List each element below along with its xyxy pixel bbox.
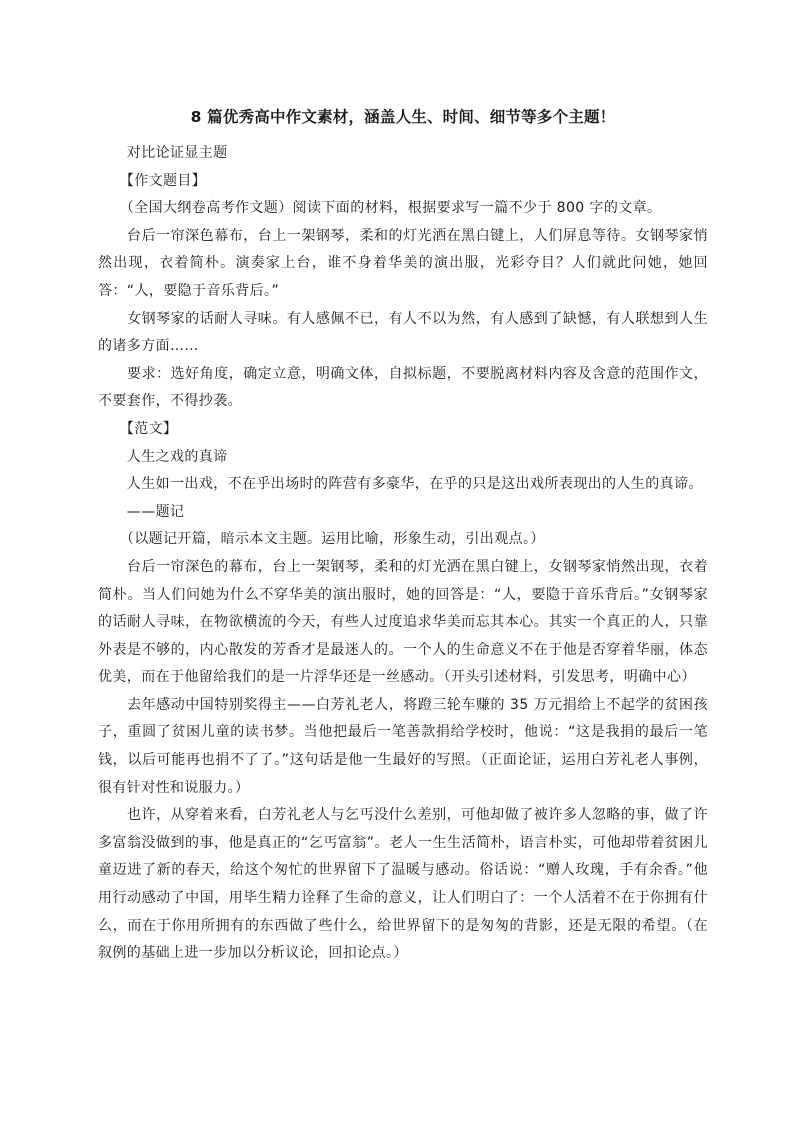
paragraph: 要求：选好角度，确定立意，明确文体，自拟标题，不要脱离材料内容及含意的范围作文，不要套作，不得抄袭。 [98, 365, 708, 410]
section-heading: 对比论证显主题 [98, 145, 228, 161]
paragraph: 也许，从穿着来看，白芳礼老人与乞丐没什么差别，可他却做了被许多人忽略的事，做了许多富翁没做到的事，他是真正的“乞丐富翁”。老人一生生活简朴，语言朴实，可他却带着贫困儿童迈进了新的春天，给这个匆忙的世界留下了温暖与感动。俗话说：“赠人玫瑰，手有余香。”他用行动感动了中国，用毕生精力诠释了生命的意义，让人们明白了：一个人活着不在于你拥有什么，而在于你用所拥有的东西做了些什么，给世界留下的是匆匆的背影，还是无限的希望。（在叙例的基础上进一步加以分析议论，回扣论点。） [98, 807, 708, 962]
paragraph: 台后一帘深色幕布，台上一架钢琴，柔和的灯光洒在黑白键上，人们屏息等待。女钢琴家悄然出现，衣着简朴。演奏家上台，谁不身着华美的演出服，光彩夺目？人们就此问她，她回答：“人，要隐于音乐背后。” [98, 227, 708, 299]
paragraph: 女钢琴家的话耐人寻味。有人感佩不已，有人不以为然，有人感到了缺憾，有人联想到人生的诸多方面…… [98, 310, 708, 355]
paragraph: （以题记开篇，暗示本文主题。运用比喻，形象生动，引出观点。） [98, 531, 545, 548]
essay-title: 人生之戏的真谛 [98, 448, 228, 465]
document-page [98, 106, 708, 968]
paragraph: 人生如一出戏，不在乎出场时的阵营有多豪华，在乎的只是这出戏所表现出的人生的真谛。 [98, 476, 703, 493]
epigraph-attribution: ——题记 [98, 503, 185, 520]
essay-topic-heading: 【作文题目】 [98, 172, 207, 189]
paragraph: 去年感动中国特别奖得主——白芳礼老人，将蹬三轮车赚的 35 万元捐给上不起学的贫困孩子，重圆了贫困儿童的读书梦。当他把最后一笔善款捐给学校时，他说：“这是我捐的最后一笔钱，以后可能再也捐不了了。”这句话是他一生最好的写照。（正面论证，运用白芳礼老人事例，很有针对性和说服力。） [98, 696, 708, 796]
paragraph: （全国大纲卷高考作文题）阅读下面的材料，根据要求写一篇不少于 800 字的文章。 [98, 200, 662, 217]
paragraph: 台后一帘深色的幕布，台上一架钢琴，柔和的灯光洒在黑白键上，女钢琴家悄然出现，衣着简朴。当人们问她为什么不穿华美的演出服时，她的回答是：“人，要隐于音乐背后。”女钢琴家的话耐人寻味，在物欲横流的今天，有些人过度追求华美而忘其本心。其实一个真正的人，只靠外表是不够的，内心散发的芳香才是最迷人的。一个人的生命意义不在于他是否穿着华丽，体态优美，而在于他留给我们的是一片浮华还是一丝感动。（开头引述材料，引发思考，明确中心） [98, 558, 708, 686]
document-title: 8 篇优秀高中作文素材，涵盖人生、时间、细节等多个主题！ [190, 108, 616, 126]
sample-essay-heading: 【范文】 [98, 420, 178, 437]
